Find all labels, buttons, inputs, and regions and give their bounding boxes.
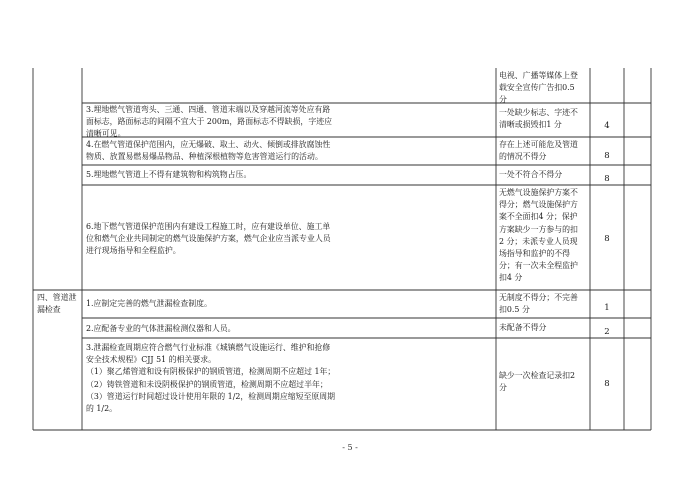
row-2-2-deduction (499, 322, 546, 334)
row-2-3-requirement (86, 342, 335, 415)
row-1-5-score: 8 (604, 234, 610, 244)
row-2-1-score: 1 (604, 303, 610, 313)
text-line: 2 分；未派专业人员现 (499, 236, 578, 246)
text-line: 无燃气设施保护方案不 (499, 188, 578, 197)
text-line: 的情况不得分 (499, 152, 547, 162)
text-line: 面标志，路面标志的间隔不宜大于 200m，路面标志不得缺损，字迹应 (86, 117, 332, 127)
text-line: 2.应配备专业的气体泄漏检测仪器和人员。 (86, 324, 236, 333)
text-line: 分 (499, 383, 507, 393)
text-line: （2）铸铁管道和未设阴极保护的钢质管道，检测周期不应超过半年； (86, 379, 328, 389)
text-line: 分 (499, 95, 507, 105)
text-line: 清晰或损毁扣1 分 (499, 120, 562, 130)
text-line: 四、管道泄 (37, 293, 77, 302)
text-line: 物质、放置易燃易爆品物品、种植深根植物等危害管道运行的活动。 (86, 152, 323, 162)
row-2-2-requirement (86, 323, 236, 335)
text-line: 未配备不得分 (499, 323, 547, 332)
text-line: 一处缺少标志、字迹不 (499, 108, 578, 117)
text-line: 的 1/2。 (86, 404, 117, 414)
text-line: 5.埋地燃气管道上不得有建筑物和构筑物占压。 (86, 170, 252, 179)
row-2-1-deduction (499, 292, 578, 316)
row-1-4-score: 8 (604, 174, 610, 184)
row-1-2-deduction (499, 107, 578, 131)
text-line: 案不全面扣4 分；保护 (499, 212, 578, 222)
text-line: 4.在燃气管道保护范围内，应无爆破、取土、动火、倾倒或排放腐蚀性 (86, 140, 331, 149)
text-line: 缺少一次检查记录扣2 (499, 371, 576, 380)
row-2-3-deduction (499, 370, 575, 394)
text-line: 方案缺少一方参与的扣 (499, 224, 578, 234)
row-1-2-requirement (86, 104, 332, 141)
page-number: - 5 - (342, 443, 358, 452)
row-1-3-score: 8 (604, 151, 610, 161)
row-1-4-deduction (499, 169, 562, 181)
text-line: 位和燃气企业共同制定的燃气设施保护方案，燃气企业应当派专业人员 (86, 234, 331, 244)
text-line: 得分；燃气设施保护方 (499, 200, 578, 210)
text-line: 分；有一次未全程监护 (499, 261, 578, 271)
row-2-2-score: 2 (604, 327, 610, 337)
text-line: （1）聚乙烯管道和设有阴极保护的钢质管道，检测周期不应超过 1年； (86, 367, 336, 377)
text-line: 清晰可见。 (86, 129, 126, 139)
text-line: 扣0.5 分 (499, 305, 530, 315)
text-line: 存在上述可能危及管道 (499, 140, 578, 149)
text-line: 进行现场指导和全程监护。 (86, 246, 181, 256)
text-line: 3.埋地燃气管道弯头、三通、四通、管道末端以及穿越河流等处应有路 (86, 105, 331, 114)
text-line: 电视、广播等媒体上登 (499, 71, 578, 80)
row-1-5-requirement (86, 221, 331, 258)
row-1-3-requirement (86, 139, 330, 163)
row-1-4-requirement (86, 169, 251, 181)
text-line: 一处不符合不得分 (499, 170, 563, 179)
row-1-2-score: 4 (604, 121, 610, 131)
text-line: 安全技术规程》CJJ 51 的相关要求。 (86, 355, 216, 365)
text-line: （3）管道运行时间超过设计使用年限的 1/2，检测周期应缩短至原周期 (86, 391, 336, 401)
row-2-1-requirement (86, 298, 212, 310)
row-2-3-score: 8 (604, 379, 610, 389)
text-line: 1.应制定完善的燃气泄漏检查制度。 (86, 299, 212, 308)
row-1-3-deduction (499, 139, 578, 163)
category-label (37, 292, 76, 316)
text-line: 无制度不得分；不完善 (499, 293, 578, 302)
text-line: 扣4 分 (499, 273, 523, 283)
text-line: 6.地下燃气管道保护范围内有建设工程施工时，应有建设单位、施工单 (86, 222, 331, 231)
row-1-1-deduction (499, 70, 578, 107)
text-line: 场指导和监护的不得 (499, 249, 571, 259)
row-1-5-deduction (499, 187, 578, 285)
text-line: 漏检查 (37, 305, 61, 315)
text-line: 3.泄漏检查周期应符合燃气行业标准《城镇燃气设施运行、维护和抢修 (86, 343, 331, 352)
text-line: 载安全宣传广告扣0.5 (499, 83, 575, 93)
